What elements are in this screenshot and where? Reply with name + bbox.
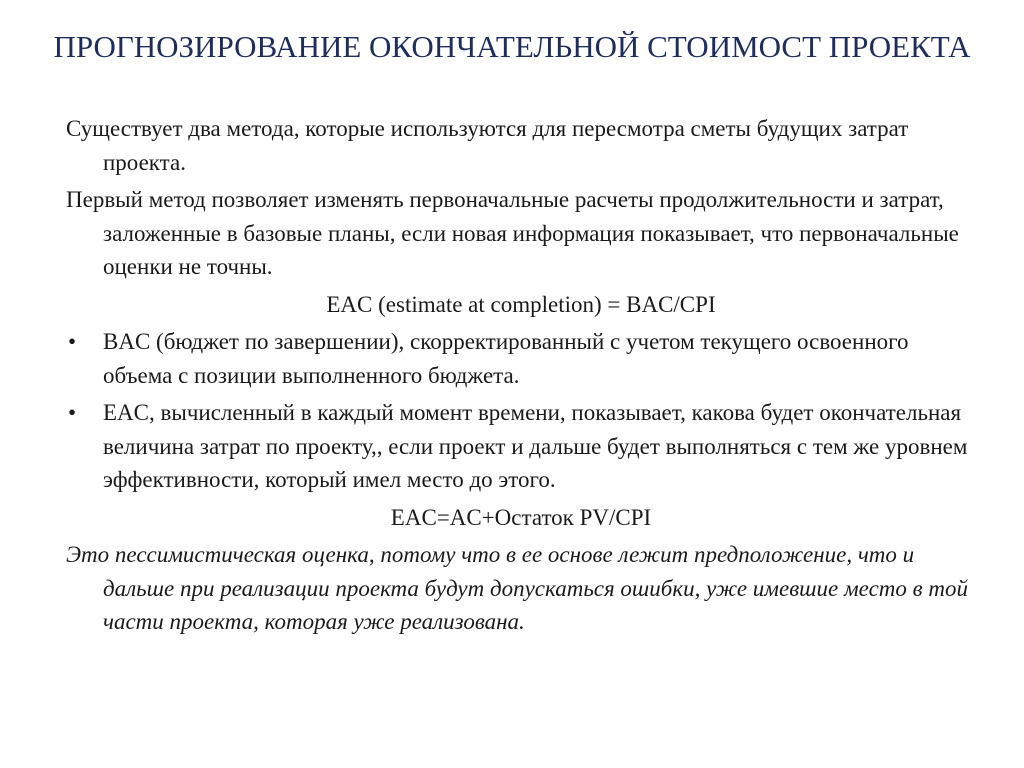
slide-body <box>66 112 976 643</box>
eac-ac-formula: EAC=AC+Остаток PV/CPI <box>390 504 652 530</box>
eac-formula: EAC (estimate at completion) = BAC/CPI <box>326 291 716 317</box>
slide-title: ПРОГНОЗИРОВАНИЕ ОКОНЧАТЕЛЬНОЙ СТОИМОСТ ПРОЕКТА <box>53 29 971 64</box>
bullet-item-eac <box>66 396 976 497</box>
bullet-text: EAC, вычисленный в каждый момент времени, показывает, какова будет окончательная величина затрат по проекту,, если проект и дальше будет выполняться с тем же уровнем эффективности, который имел место до этого. <box>103 400 968 492</box>
intro-paragraph: Существует два метода, которые используются для пересмотра сметы будущих затрат проекта. <box>66 116 909 175</box>
bullet-item-bac <box>66 325 976 392</box>
pessimistic-note: Это пессимистическая оценка, потому что в ее основе лежит предположение, что и дальше при реализации проекта будут допускаться ошибки, уже имевшие место в той части проекта, которая уже реализована. <box>66 542 968 634</box>
bullet-icon: • <box>68 400 77 425</box>
bullet-icon: • <box>68 329 77 354</box>
bullet-text: BAC (бюджет по завершении), скорректированный с учетом текущего освоенного объема с позиции выполненного бюджета. <box>103 329 909 388</box>
first-method-paragraph: Первый метод позволяет изменять первоначальные расчеты продолжительности и затрат, заложенные в базовые планы, если новая информация показывает, что первоначальные оценки не точны. <box>66 187 959 279</box>
